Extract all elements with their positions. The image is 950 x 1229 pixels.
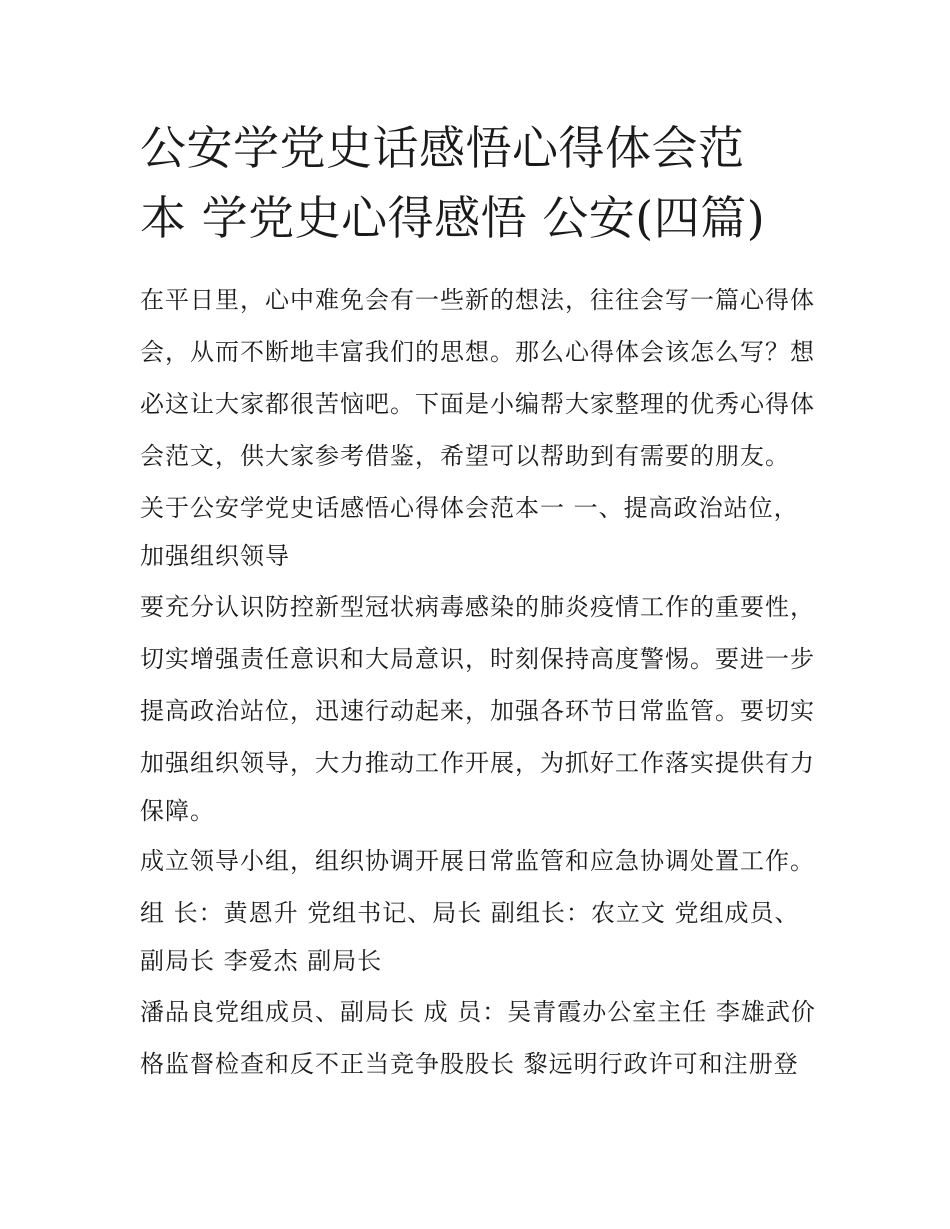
document-title-line-1: 公安学党史话感悟心得体会范 <box>140 121 745 175</box>
body-text-line: 潘品良党组成员、副局长 成 员：吴青霞办公室主任 李雄武价 <box>140 998 816 1026</box>
body-text-line: 切实增强责任意识和大局意识，时刻保持高度警惕。要进一步 <box>140 645 815 673</box>
body-text-line: 会，从而不断地丰富我们的思想。那么心得体会该怎么写？想 <box>140 338 815 366</box>
body-text-line: 组 长：黄恩升 党组书记、局长 副组长：农立文 党组成员、 <box>140 899 800 927</box>
body-text-line: 关于公安学党史话感悟心得体会范本一 一、提高政治站位， <box>140 494 799 522</box>
body-text-line: 副局长 李爱杰 副局长 <box>140 947 383 975</box>
body-text-line: 必这让大家都很苦恼吧。下面是小编帮大家整理的优秀心得体 <box>140 390 815 418</box>
body-text-line: 加强组织领导 <box>140 542 290 570</box>
body-text-line: 要充分认识防控新型冠状病毒感染的肺炎疫情工作的重要性， <box>140 593 815 621</box>
body-text-line: 成立领导小组，组织协调开展日常监管和应急协调处置工作。 <box>140 847 815 875</box>
document-title-line-2: 本 学党史心得感悟 公安(四篇) <box>140 191 766 245</box>
body-text-line: 会范文，供大家参考借鉴，希望可以帮助到有需要的朋友。 <box>140 442 790 470</box>
body-text-line: 提高政治站位，迅速行动起来，加强各环节日常监管。要切实 <box>140 697 815 725</box>
body-text-line: 加强组织领导，大力推动工作开展，为抓好工作落实提供有力 <box>140 749 815 777</box>
body-text-line: 格监督检查和反不正当竞争股股长 黎远明行政许可和注册登 <box>140 1050 799 1078</box>
body-text-line: 在平日里，心中难免会有一些新的想法，往往会写一篇心得体 <box>140 286 815 314</box>
body-text-line: 保障。 <box>140 797 215 825</box>
